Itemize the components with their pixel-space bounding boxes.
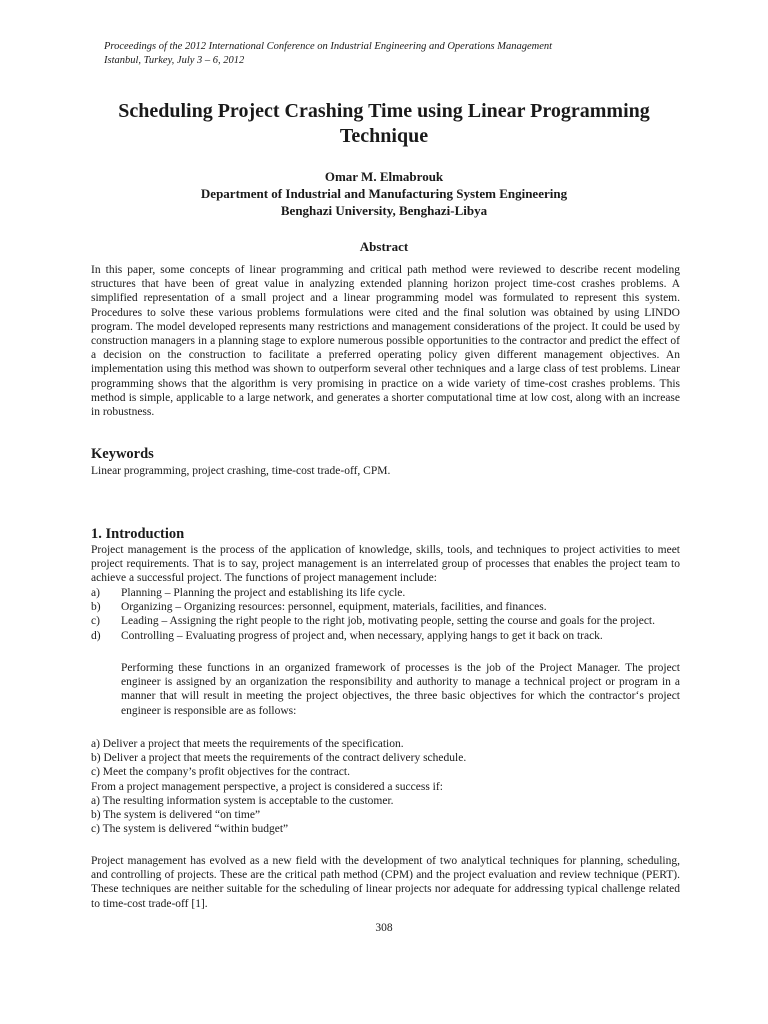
project-management-functions-list bbox=[91, 586, 680, 643]
introduction-paragraph: Project management is the process of the application of knowledge, skills, tools, and techniques to project activities to meet project requirements. That is to say, project management is an interrelated group of processes that enables the project team to achieve a successful project. The functions of project management include: bbox=[91, 544, 680, 585]
objective-line: b) The system is delivered “on time” bbox=[91, 809, 261, 822]
conference-header bbox=[104, 40, 684, 68]
list-item bbox=[91, 600, 680, 614]
objectives-block bbox=[91, 737, 680, 836]
list-item bbox=[91, 629, 680, 643]
list-item-text: Controlling – Evaluating progress of project and, when necessary, applying hangs to get it back on track. bbox=[121, 629, 603, 642]
conference-location-date: Istanbul, Turkey, July 3 – 6, 2012 bbox=[104, 55, 245, 66]
objective-line: c) The system is delivered “within budget” bbox=[91, 823, 289, 836]
objective-line: From a project management perspective, a project is considered a success if: bbox=[91, 780, 443, 793]
list-item bbox=[91, 614, 680, 628]
objective-line: c) Meet the company’s profit objectives for the contract. bbox=[91, 766, 350, 779]
list-marker: b) bbox=[91, 601, 101, 614]
list-item-text: Leading – Assigning the right people to the right job, motivating people, setting the course and goals for the project. bbox=[121, 615, 655, 628]
objective-line: a) Deliver a project that meets the requirements of the specification. bbox=[91, 738, 404, 750]
keywords-heading: Keywords bbox=[91, 446, 154, 462]
project-manager-paragraph: Performing these functions in an organized framework of processes is the job of the Project Manager. The project engineer is assigned by an organization the responsibility and authority to manage a technical project or program in a manner that will result in meeting the project objectives, the three basic objectives for which the contractor‘s project engineer is responsible are as follows: bbox=[121, 662, 680, 717]
list-item-text: Planning – Planning the project and establishing its life cycle. bbox=[121, 587, 406, 599]
abstract-heading: Abstract bbox=[359, 239, 409, 254]
list-item bbox=[91, 586, 680, 600]
objective-line: a) The resulting information system is acceptable to the customer. bbox=[91, 794, 394, 807]
list-marker: c) bbox=[91, 615, 100, 628]
author-university: Benghazi University, Benghazi-Libya bbox=[280, 203, 488, 218]
keywords-text: Linear programming, project crashing, time-cost trade-off, CPM. bbox=[91, 465, 391, 477]
author-department: Department of Industrial and Manufacturing System Engineering bbox=[200, 186, 568, 201]
introduction-heading: 1. Introduction bbox=[91, 526, 185, 542]
closing-paragraph: Project management has evolved as a new field with the development of two analytical techniques for planning, scheduling, and controlling of projects. These are the critical path method (CPM) and the project evaluation and review technique (PERT). These techniques are neither suitable for the scheduling of linear projects nor adequate for addressing typical challenge related to time-cost trade-off [1]. bbox=[91, 855, 680, 910]
page-number: 308 bbox=[375, 922, 393, 934]
list-item-text: Organizing – Organizing resources: personnel, equipment, materials, facilities, and finances. bbox=[121, 601, 547, 614]
list-marker: d) bbox=[91, 629, 101, 642]
conference-name: Proceedings of the 2012 International Conference on Industrial Engineering and Operations Management bbox=[104, 41, 553, 52]
abstract-text: In this paper, some concepts of linear programming and critical path method were reviewed to describe recent modeling structures that have been of great value in analyzing extended planning horizon project time-cost crashes problems. A simplified representation of a small project and a linear programming model was formulated to represent this system. Procedures to solve these various problems formulations were cited and the final solution was obtained by using LINDO program. The model developed represents many restrictions and management considerations of the project. It could be used by construction managers in a planning stage to explore numerous possible opportunities to the contractor and predict the effect of a decision on the construction to facilitate a preferred operating policy given different management objectives. An implementation using this method was shown to outperform several other techniques and a large class of test problems. Linear programming shows that the algorithm is very promising in practice on a wide variety of time-cost crashes problems. This method is simple, applicable to a large network, and generates a shorter computational time at low cost, along with an increase in robustness. bbox=[91, 264, 680, 419]
paper-title-line-2: Technique bbox=[339, 125, 429, 147]
list-marker: a) bbox=[91, 587, 100, 599]
objective-line: b) Deliver a project that meets the requirements of the contract delivery schedule. bbox=[91, 752, 467, 765]
paper-title-line-1: Scheduling Project Crashing Time using Linear Programming bbox=[118, 100, 650, 122]
author-name: Omar M. Elmabrouk bbox=[324, 169, 444, 184]
paper-title bbox=[60, 99, 708, 149]
author-block bbox=[60, 168, 708, 219]
